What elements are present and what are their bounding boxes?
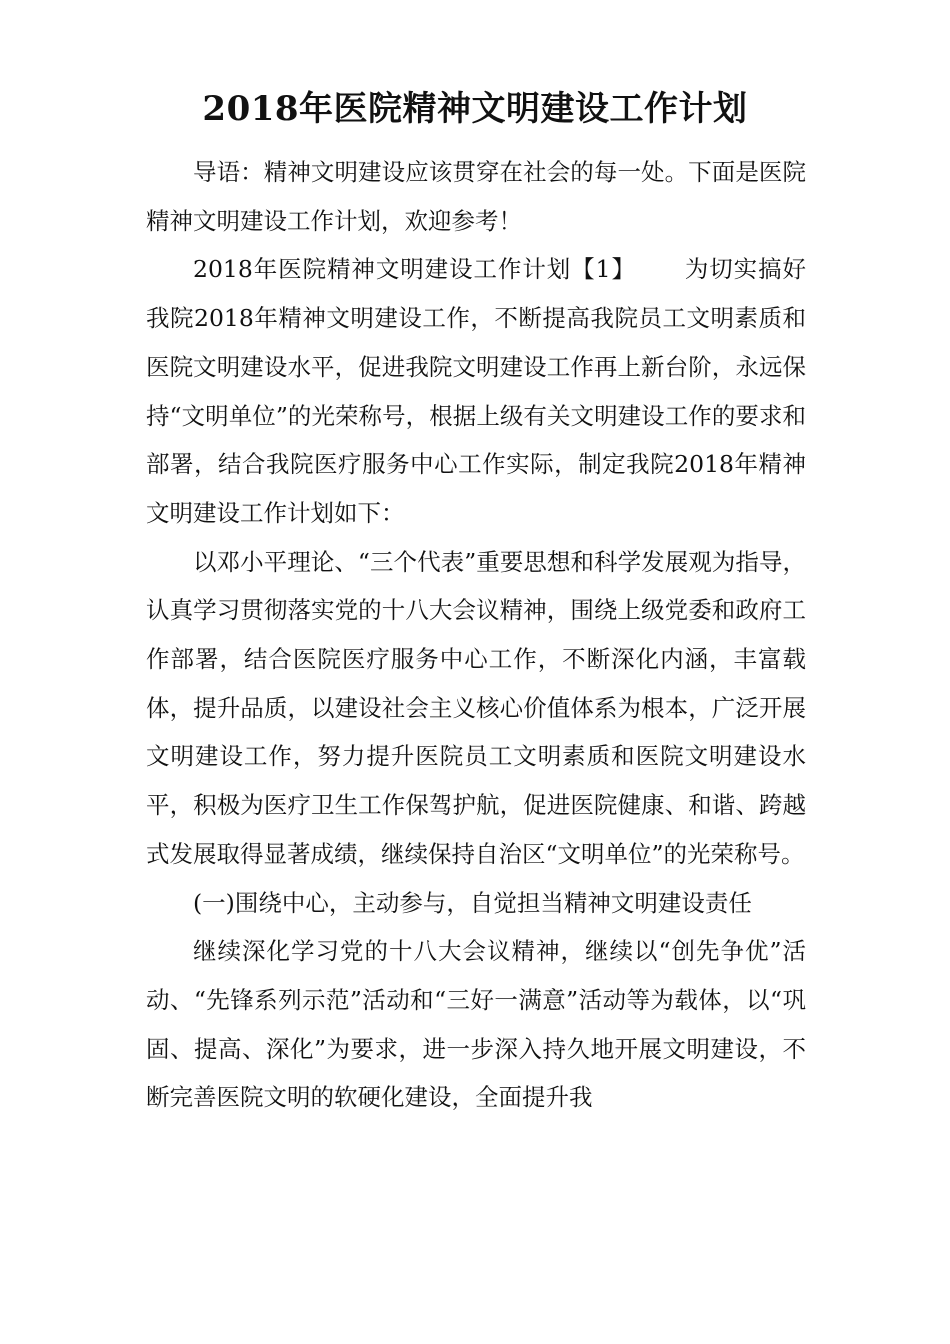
section-text: 继续深化学习党的十八大会议精神，继续以“创先争优”活动、“先锋系列示范”活动和“三好一满意”活动等为载体，以“巩固、提高、深化”为要求，进一步深入持久地开展文明建设，不断完善医院文明的软硬化建设，全面提升我: [146, 937, 806, 1112]
plan-heading: 2018年医院精神文明建设工作计划【1】: [193, 255, 636, 284]
document-title: 2018年医院精神文明建设工作计划: [202, 89, 748, 129]
section-heading: [146, 879, 806, 928]
section-heading-text: (一)围绕中心，主动参与，自觉担当精神文明建设责任: [193, 888, 752, 917]
plan-paragraph: [146, 245, 806, 537]
intro-text: 导语：精神文明建设应该贯穿在社会的每一处。下面是医院精神文明建设工作计划，欢迎参考！: [146, 158, 806, 235]
document-body: [146, 148, 806, 1122]
section-paragraph: [146, 927, 806, 1122]
guiding-paragraph: [146, 538, 806, 879]
plan-text: 为切实搞好我院2018年精神文明建设工作，不断提高我院员工文明素质和医院文明建设水平，促进我院文明建设工作再上新台阶，永远保持“文明单位”的光荣称号，根据上级有关文明建设工作的要求和部署，结合我院医疗服务中心工作实际，制定我院2018年精神文明建设工作计划如下：: [146, 255, 807, 527]
guiding-text: 以邓小平理论、“三个代表”重要思想和科学发展观为指导，认真学习贯彻落实党的十八大会议精神，围绕上级党委和政府工作部署，结合医院医疗服务中心工作，不断深化内涵，丰富载体，提升品质，以建设社会主义核心价值体系为根本，广泛开展文明建设工作，努力提升医院员工文明素质和医院文明建设水平，积极为医疗卫生工作保驾护航，促进医院健康、和谐、跨越式发展取得显著成绩，继续保持自治区“文明单位”的光荣称号。: [146, 547, 806, 868]
intro-paragraph: [146, 148, 806, 245]
